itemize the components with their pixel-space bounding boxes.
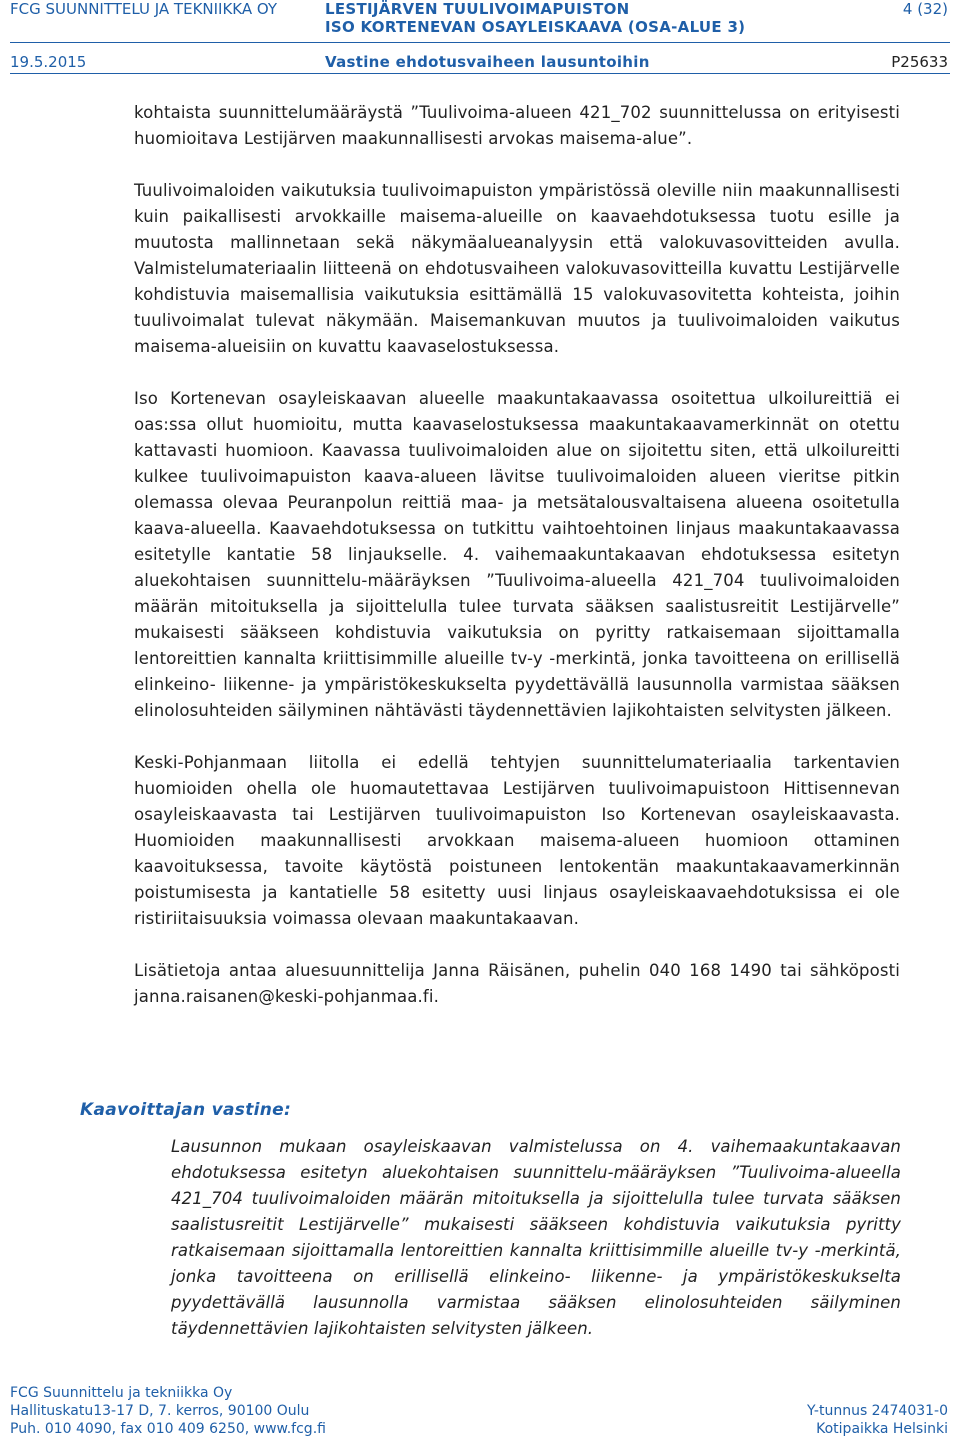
footer-business-id: Y-tunnus 2474031-0 [807, 1403, 948, 1419]
response-text: Lausunnon mukaan osayleiskaavan valmistelussa on 4. vaihemaakuntakaavan ehdotuksessa esitetyn aluekohtaisen suunnittelu-määräyksen ”Tuulivoima-alueella 421_704 tuulivoimaloiden määrän mitoituksella ja sijoittelulla tulee turvata sääksen saalistusreitit Lestijärvelle” mukaisesti sääkseen kohdistuvia vaikutuksia pyritty ratkaisemaan sijoittamalla lentoreittien kannalta kriittisimmille alueille tv-y -merkintä, jonka tavoitteena on erillisellä elinkeino- liikenne- ja ympäristökeskukselta pyydettävällä lausunnolla varmistaa sääksen elinolosuhteiden säilyminen täydennettävien lajikohtaisten selvitysten jälkeen. [171, 1137, 901, 1338]
header-rule-top [10, 42, 950, 43]
project-code: P25633 [891, 53, 948, 71]
statement-body [134, 100, 900, 1036]
footer-left [10, 1384, 326, 1438]
document-title: Vastine ehdotusvaiheen lausuntoihin [325, 53, 650, 71]
response-title: Kaavoittajan vastine: [80, 1100, 292, 1120]
header-date: 19.5.2015 [10, 53, 87, 71]
footer-contact: Puh. 010 4090, fax 010 409 6250, www.fcg.fi [10, 1421, 326, 1437]
header-rule-bottom [10, 73, 950, 74]
footer-address: Hallituskatu13-17 D, 7. kerros, 90100 Oulu [10, 1403, 310, 1419]
paragraph: Keski-Pohjanmaan liitolla ei edellä tehtyjen suunnittelumateriaalia tarkentavien huomioiden ohella ole huomautettavaa Lestijärven tuulivoimapuistoon Hittisennevan osayleiskaavasta tai Lestijärven tuulivoimapuiston Iso Kortenevan osayleiskaavasta. Huomioiden maakunnallisesti arvokkaan maisema-alueen huomioon ottaminen kaavoituksessa, tavoite käytöstä poistuneen lentokentän maakuntakaavamerkinnän poistumisesta ja kantatielle 58 esitetty uusi linjaus osayleiskaavaehdotuksissa ei ole ristiriitaisuuksia voimassa olevaan maakuntakaavan. [134, 753, 900, 928]
page-number: 4 (32) [902, 0, 948, 18]
paragraph: Iso Kortenevan osayleiskaavan alueelle maakuntakaavassa osoitettua ulkoilureittiä ei oas:ssa ollut huomioitu, mutta kaavaselostuksessa maakuntakaavamerkinnät on otettu kattavasti huomioon. Kaavassa tuulivoimaloiden alue on sijoitettu siten, että ulkoilureitti kulkee tuulivoimapuiston kaava-alueen lävitse tuulivoimaloiden alueen vieritse pitkin olemassa olevaa Peuranpolun reittiä maa- ja metsätalousvaltaisena alueena osoitetulla kaava-alueella. Kaavaehdotuksessa on tutkittu vaihtoehtoinen linjaus maakuntakaavassa esitetylle kantatie 58 linjaukselle. 4. vaihemaakuntakaavan ehdotuksessa esitetyn aluekohtaisen suunnittelu-määräyksen ”Tuulivoima-alueella 421_704 tuulivoimaloiden määrän mitoituksella ja sijoittelulla tulee turvata sääksen saalistusreitit Lestijärvelle” mukaisesti sääkseen kohdistuvia vaikutuksia on pyritty ratkaisemaan sijoittamalla lentoreittien kannalta kriittisimmille alueille tv-y -merkintä, jonka tavoitteena on erillisellä elinkeino- liikenne- ja ympäristökeskukselta pyydettävällä lausunnolla varmistaa sääksen elinolosuhteiden säilyminen nähtävästi täydennettävien lajikohtaisten selvitysten jälkeen. [134, 389, 900, 720]
paragraph: Lisätietoja antaa aluesuunnittelija Janna Räisänen, puhelin 040 168 1490 tai sähköposti janna.raisanen@keski-pohjanmaa.fi. [134, 961, 900, 1006]
footer-right [807, 1402, 948, 1438]
paragraph: kohtaista suunnittelumääräystä ”Tuulivoima-alueen 421_702 suunnittelussa on erityisesti huomioitava Lestijärven maakunnallisesti arvokas maisema-alue”. [134, 103, 900, 148]
paragraph: Tuulivoimaloiden vaikutuksia tuulivoimapuiston ympäristössä oleville niin maakunnallisesti kuin paikallisesti arvokkaille maisema-alueille on kaavaehdotuksessa tuotu esille ja muutosta mallinnetaan sekä näkymäalueanalyysin että valokuvasovitteiden avulla. Valmistelumateriaalin liitteenä on ehdotusvaiheen valokuvasovitteilla kuvattu Lestijärvelle kohdistuvia maisemallisia vaikutuksia esittämällä 15 valokuvasovitetta kohteista, joihin tuulivoimalat tulevat näkymään. Maisemankuvan muutos ja tuulivoimaloiden vaikutus maisema-alueisiin on kuvattu kaavaselostuksessa. [134, 181, 900, 356]
footer-company: FCG Suunnittelu ja tekniikka Oy [10, 1385, 233, 1401]
header-project-line1: LESTIJÄRVEN TUULIVOIMAPUISTON [325, 0, 630, 18]
header-company: FCG SUUNNITTELU JA TEKNIIKKA OY [10, 0, 278, 18]
header-project-line2: ISO KORTENEVAN OSAYLEISKAAVA (OSA-ALUE 3) [325, 18, 746, 36]
footer-domicile: Kotipaikka Helsinki [816, 1421, 948, 1437]
